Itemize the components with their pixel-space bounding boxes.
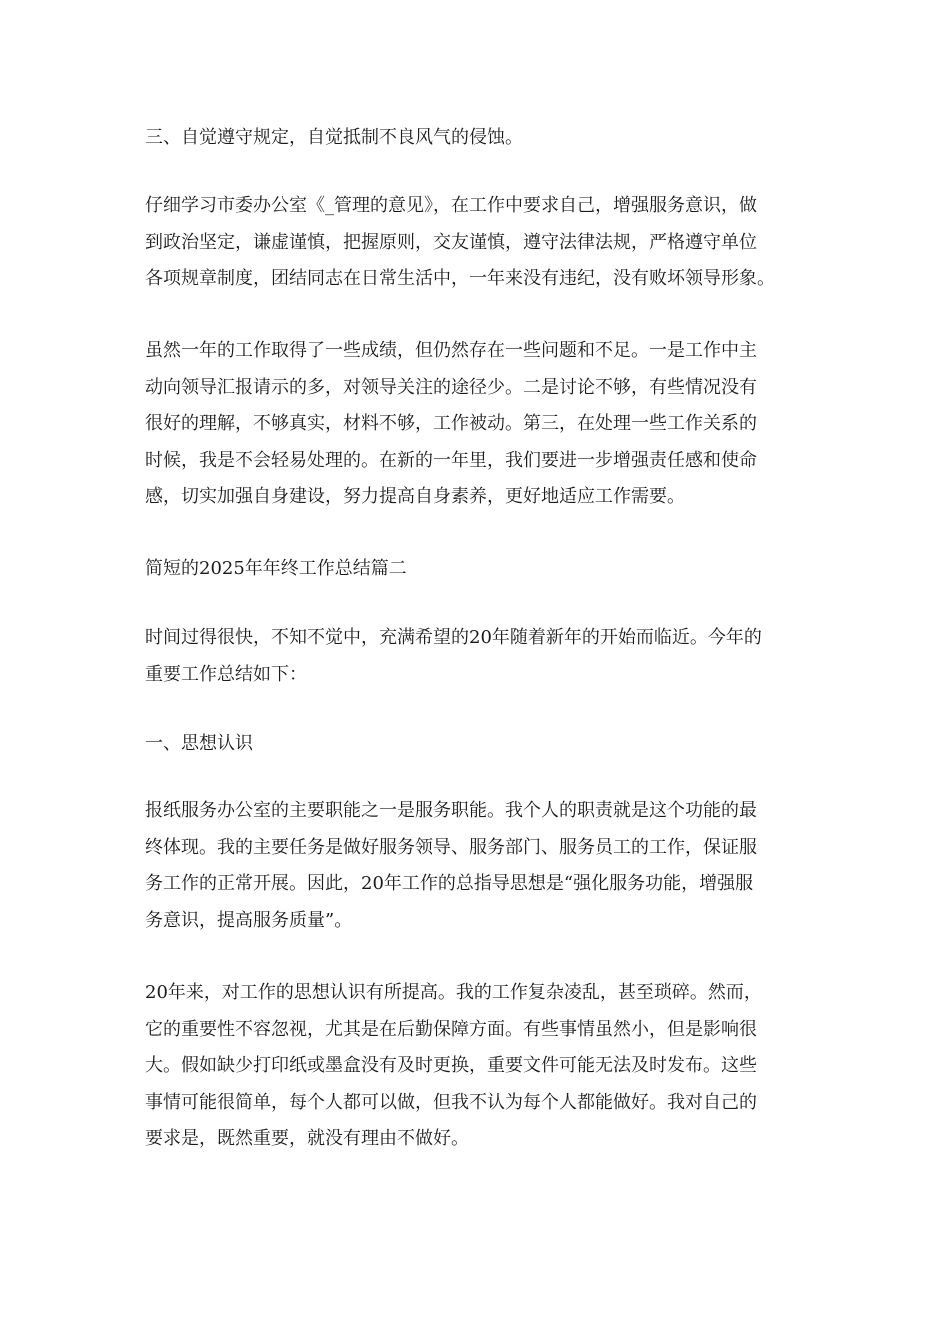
- article-title-2: [145, 551, 813, 588]
- text-line: 三、自觉遵守规定，自觉抵制不良风气的侵蚀。: [145, 127, 523, 148]
- text-line: 虽然一年的工作取得了一些成绩，但仍然存在一些问题和不足。一是工作中主: [145, 340, 757, 361]
- text-line: 终体现。我的主要任务是做好服务领导、服务部门、服务员工的工作，保证服: [145, 836, 757, 858]
- text-line: 务工作的正常开展。因此，20年工作的总指导思想是“强化服务功能，增强服: [145, 873, 754, 894]
- text-line: 到政治坚定，谦虚谨慎，把握原则，交友谨慎，遵守法律法规，严格遵守单位: [145, 231, 757, 253]
- text-line: 时间过得很快，不知不觉中，充满希望的20年随着新年的开始而临近。今年的: [145, 627, 762, 648]
- section-heading-1: [145, 726, 813, 763]
- text-line: 20年来，对工作的思想认识有所提高。我的工作复杂凌乱，甚至琐碎。然而，: [145, 982, 762, 1003]
- paragraph-shortcomings: [145, 333, 813, 516]
- text-line: 仔细学习市委办公室《_管理的意见》，在工作中要求自己，增强服务意识，做: [145, 195, 757, 216]
- text-line: 务意识，提高服务质量”。: [145, 909, 353, 931]
- text-line: 简短的2025年年终工作总结篇二: [145, 558, 407, 579]
- text-line: 报纸服务办公室的主要职能之一是服务职能。我个人的职责就是这个功能的最: [145, 800, 757, 821]
- text-line: 要求是，既然重要，就没有理由不做好。: [145, 1128, 469, 1149]
- paragraph-awareness: [145, 975, 813, 1158]
- text-line: 大。假如缺少打印纸或墨盒没有及时更换，重要文件可能无法及时发布。这些: [145, 1055, 757, 1076]
- text-line: 很好的理解，不够真实，材料不够，工作被动。第三，在处理一些工作关系的: [145, 413, 757, 434]
- paragraph-discipline: [145, 188, 813, 298]
- text-line: 重要工作总结如下：: [145, 663, 307, 685]
- section-heading-3: [145, 120, 813, 157]
- text-line: 动向领导汇报请示的多，对领导关注的途径少。二是讨论不够，有些情况没有: [145, 376, 757, 398]
- text-line: 事情可能很简单，每个人都可以做，但我不认为每个人都能做好。我对自己的: [145, 1091, 757, 1113]
- text-line: 各项规章制度，团结同志在日常生活中，一年来没有违纪，没有败坏领导形象。: [145, 268, 775, 289]
- text-line: 一、思想认识: [145, 733, 253, 754]
- text-line: 感，切实加强自身建设，努力提高自身素养，更好地适应工作需要。: [145, 486, 685, 507]
- text-line: 时候，我是不会轻易处理的。在新的一年里，我们要进一步增强责任感和使命: [145, 449, 757, 471]
- paragraph-service-role: [145, 793, 813, 939]
- paragraph-intro: [145, 620, 813, 693]
- text-line: 它的重要性不容忽视，尤其是在后勤保障方面。有些事情虽然小，但是影响很: [145, 1018, 757, 1040]
